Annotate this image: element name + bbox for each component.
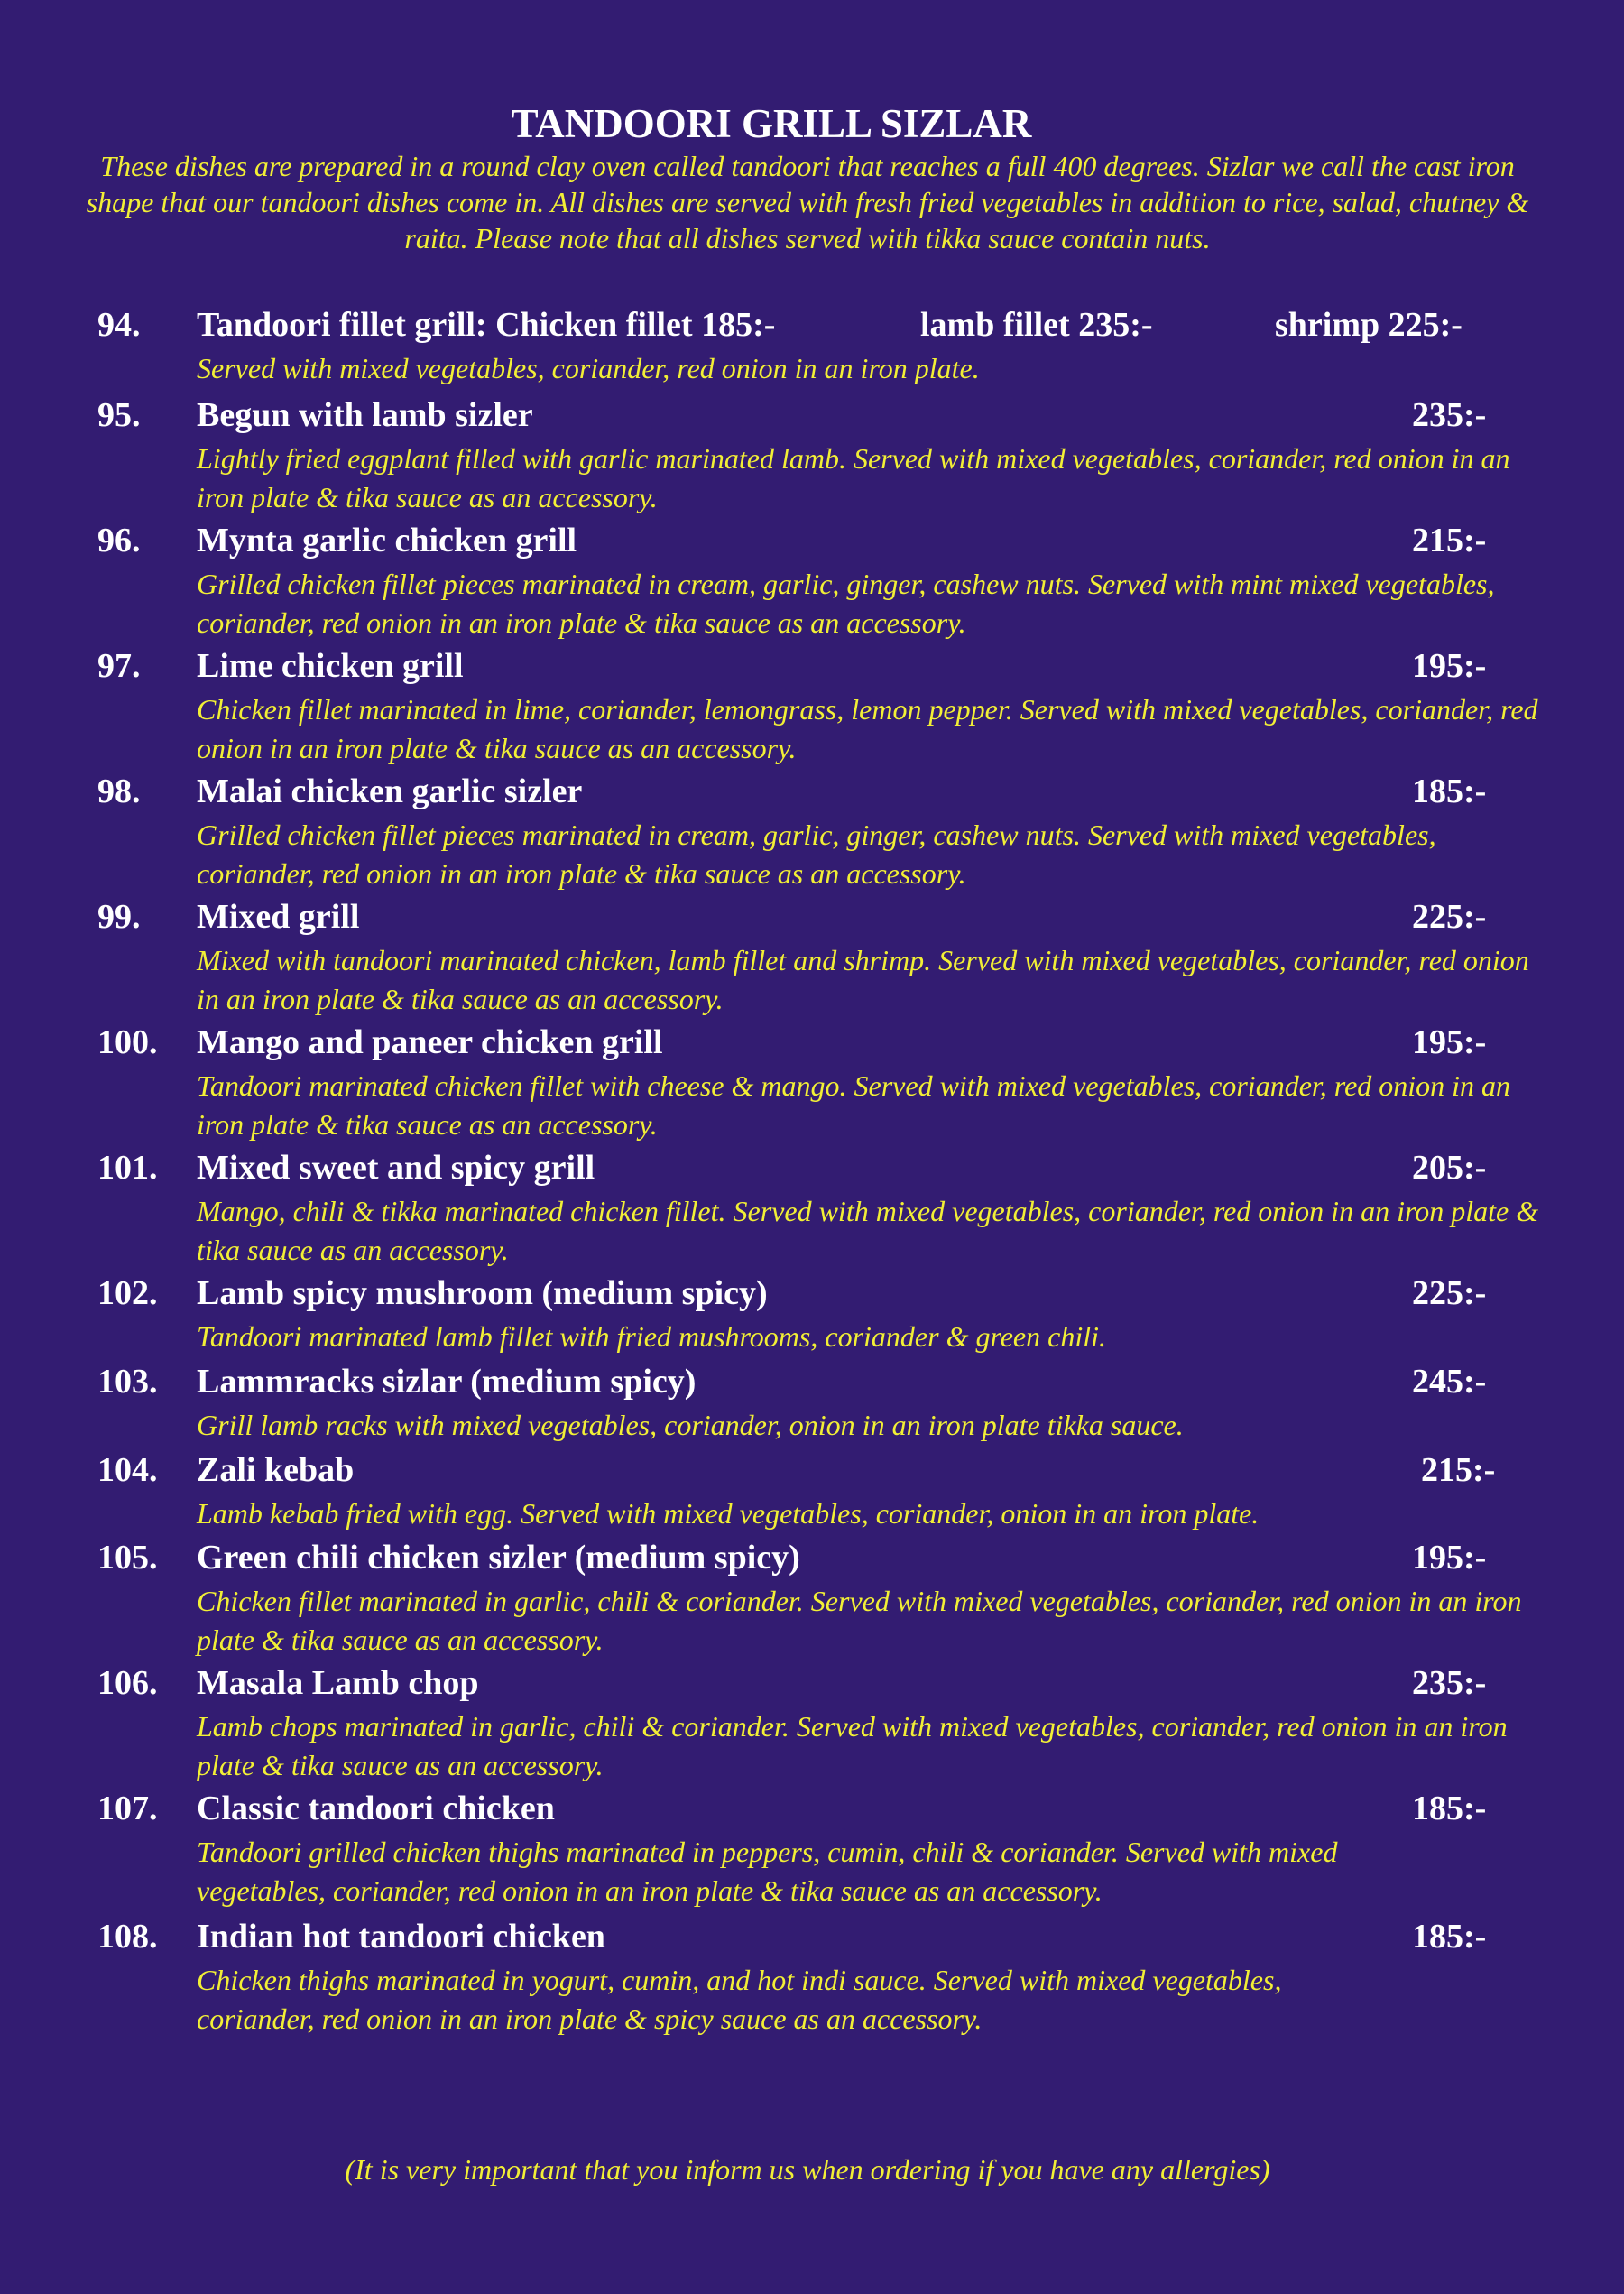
item-name: Malai chicken garlic sizler [197,772,583,810]
item-price: 205:- [1412,1149,1487,1187]
item-name: Lime chicken grill [197,647,464,685]
item-name: Tandoori fillet grill: Chicken fillet 185:- [197,306,776,344]
allergy-note: (It is very important that you inform us when ordering if you have any allergies) [345,2153,1270,2186]
item-name: Mixed grill [197,898,360,936]
item-price: 185:- [1412,772,1487,810]
item-description: Lightly fried eggplant filled with garlic marinated lamb. Served with mixed vegetables, coriander, red onion in an iron plate & tika sauce as an accessory. [197,442,1510,513]
item-name: Mixed sweet and spicy grill [197,1149,595,1187]
item-number: 98. [97,772,141,810]
item-number: 105. [97,1539,158,1577]
item-description: Lamb chops marinated in garlic, chili & coriander. Served with mixed vegetables, coriander, red onion in an iron plate & tika sauce as an accessory. [197,1710,1508,1781]
item-name: Classic tandoori chicken [197,1790,555,1827]
item-description: Grilled chicken fillet pieces marinated in cream, garlic, ginger, cashew nuts. Served with mixed vegetables, coriander, red onion in an iron plate & tika sauce as an accessory. [197,819,1436,890]
item-description: Tandoori marinated lamb fillet with fried mushrooms, coriander & green chili. [197,1320,1106,1353]
item-price: 215:- [1412,522,1487,560]
item-number: 107. [97,1790,158,1827]
item-price: 235:- [1412,396,1487,434]
item-price: 235:- [1412,1664,1487,1702]
item-name: Begun with lamb sizler [197,396,533,434]
item-option-lamb-fillet: lamb fillet 235:- [920,306,1153,344]
item-price: 195:- [1412,647,1487,685]
item-name: Indian hot tandoori chicken [197,1918,605,1956]
item-name: Lammracks sizlar (medium spicy) [197,1363,697,1401]
item-option-shrimp: shrimp 225:- [1275,306,1463,344]
item-price: 185:- [1412,1790,1487,1827]
item-name: Lamb spicy mushroom (medium spicy) [197,1274,768,1312]
page-title: TANDOORI GRILL SIZLAR [511,101,1032,146]
item-description: Chicken fillet marinated in lime, coriander, lemongrass, lemon pepper. Served with mixed vegetables, coriander, red onion in an iron plate & tika sauce as an accessory. [197,693,1538,764]
item-description: Chicken thighs marinated in yogurt, cumin, and hot indi sauce. Served with mixed vegetables, coriander, red onion in an iron plate & spicy sauce as an accessory. [197,1964,1282,2035]
item-description: Mixed with tandoori marinated chicken, lamb fillet and shrimp. Served with mixed vegetables, coriander, red onion in an iron plate & tika sauce as an accessory. [197,944,1529,1015]
item-description: Mango, chili & tikka marinated chicken fillet. Served with mixed vegetables, coriander, red onion in an iron plate & tika sauce as an accessory. [197,1195,1539,1266]
item-number: 101. [97,1149,158,1187]
item-price: 195:- [1412,1539,1487,1577]
item-name: Zali kebab [197,1451,355,1489]
item-number: 106. [97,1664,158,1702]
item-description: Grilled chicken fillet pieces marinated in cream, garlic, ginger, cashew nuts. Served with mint mixed vegetables, coriander, red onion in an iron plate & tika sauce as an accessory. [197,568,1495,639]
intro-text: These dishes are prepared in a round clay oven called tandoori that reaches a full 400 degrees. Sizlar we call the cast iron shape that our tandoori dishes come in. All dishes are served with fresh fried vegetables in addition to rice, salad, chutney & raita. Please note that all dishes served with tikka sauce contain nuts. [86,150,1529,254]
item-description: Grill lamb racks with mixed vegetables, coriander, onion in an iron plate tikka sauce. [197,1409,1184,1441]
item-number: 96. [97,522,141,560]
item-price: 225:- [1412,1274,1487,1312]
item-description: Tandoori marinated chicken fillet with cheese & mango. Served with mixed vegetables, coriander, red onion in an iron plate & tika sauce as an accessory. [197,1069,1511,1141]
item-price: 215:- [1421,1451,1496,1489]
item-description: Lamb kebab fried with egg. Served with mixed vegetables, coriander, onion in an iron plate. [197,1497,1260,1530]
item-number: 102. [97,1274,158,1312]
item-number: 100. [97,1023,158,1061]
item-description: Served with mixed vegetables, coriander, red onion in an iron plate. [197,352,980,384]
item-number: 95. [97,396,141,434]
item-number: 99. [97,898,141,936]
item-description: Tandoori grilled chicken thighs marinated in peppers, cumin, chili & coriander. Served with mixed vegetables, coriander, red onion in an iron plate & tika sauce as an accessory. [197,1836,1338,1907]
item-price: 195:- [1412,1023,1487,1061]
item-description: Chicken fillet marinated in garlic, chili & coriander. Served with mixed vegetables, coriander, red onion in an iron plate & tika sauce as an accessory. [197,1585,1522,1656]
item-price: 245:- [1412,1363,1487,1401]
item-price: 225:- [1412,898,1487,936]
item-name: Mynta garlic chicken grill [197,522,577,560]
item-number: 94. [97,306,141,344]
item-number: 108. [97,1918,158,1956]
item-number: 104. [97,1451,158,1489]
item-number: 103. [97,1363,158,1401]
item-name: Green chili chicken sizler (medium spicy) [197,1539,800,1577]
item-number: 97. [97,647,141,685]
item-name: Masala Lamb chop [197,1664,479,1702]
item-price: 185:- [1412,1918,1487,1956]
item-name: Mango and paneer chicken grill [197,1023,663,1061]
